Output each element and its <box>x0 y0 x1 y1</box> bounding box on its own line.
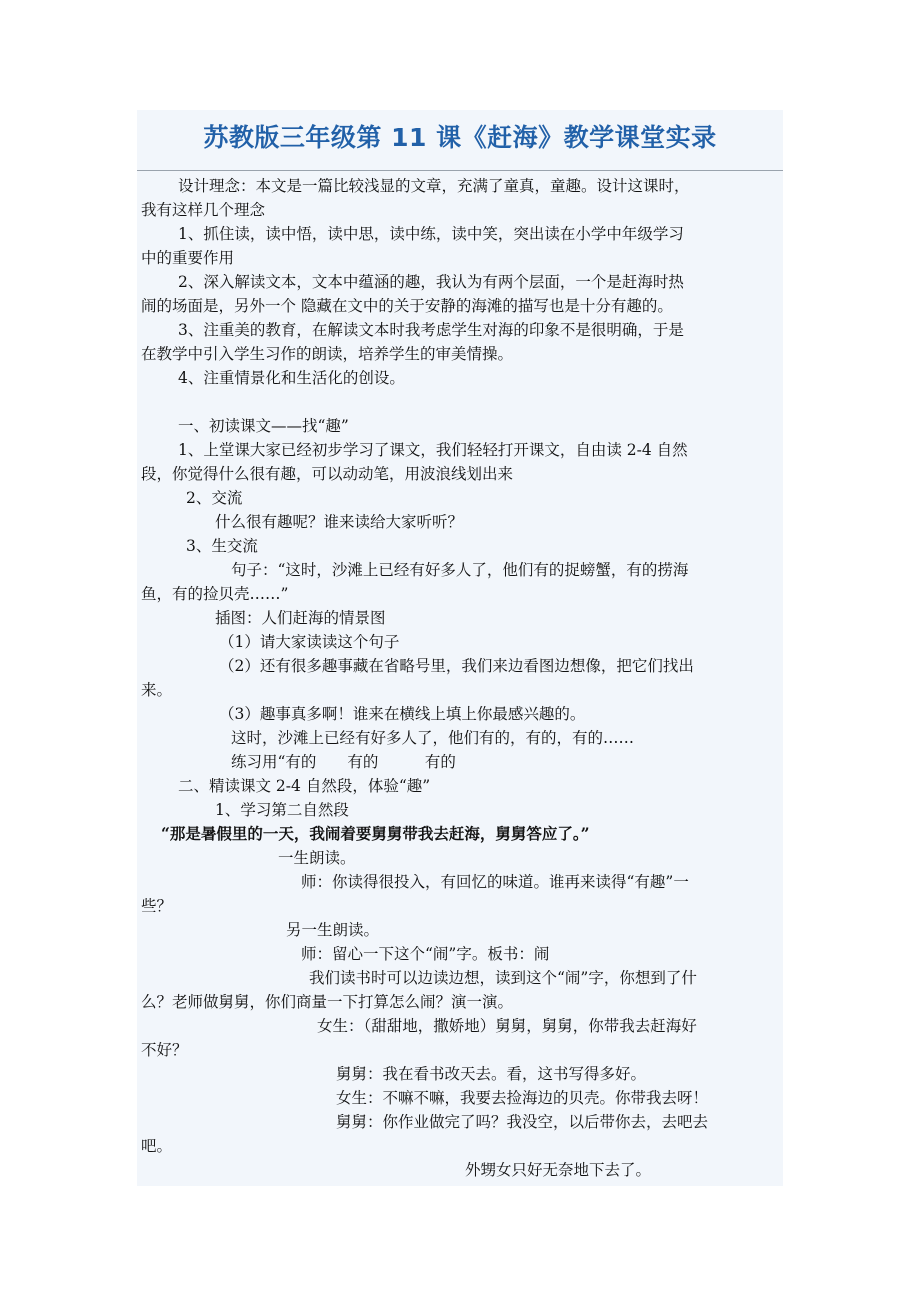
text-line: 师：你读得很投入，有回忆的味道。谁再来读得“有趣”一 <box>301 873 689 891</box>
document-title: 苏教版三年级第 11 课《赶海》教学课堂实录 <box>203 123 717 152</box>
text-line: 3、生交流 <box>186 537 258 555</box>
text-line: 中的重要作用 <box>141 249 235 267</box>
title-band <box>137 110 783 171</box>
text-line: 1、学习第二自然段 <box>215 801 349 819</box>
text-line: 吧。 <box>141 1137 173 1155</box>
text-line: （1）请大家读读这个句子 <box>219 633 400 651</box>
text-line: 段，你觉得什么很有趣，可以动动笔，用波浪线划出来 <box>141 465 514 483</box>
text-line: 另一生朗读。 <box>286 921 380 939</box>
text-line: 师：留心一下这个“闹”字。板书：闹 <box>301 945 550 963</box>
text-line: 练习用“有的 有的 有的 <box>231 753 456 771</box>
text-line: 鱼，有的捡贝壳……” <box>141 585 289 603</box>
text-line: 一生朗读。 <box>278 849 356 867</box>
document-page <box>137 110 783 1186</box>
text-line: 舅舅：我在看书改天去。看，这书写得多好。 <box>336 1065 647 1083</box>
text-line: 1、抓住读，读中悟，读中思，读中练，读中笑，突出读在小学中年级学习 <box>178 225 684 243</box>
text-line: 2、交流 <box>186 489 243 507</box>
text-line: 句子：“这时，沙滩上已经有好多人了，他们有的捉螃蟹，有的捞海 <box>231 561 689 579</box>
text-line: 这时，沙滩上已经有好多人了，他们有的，有的，有的…… <box>231 729 635 747</box>
text-line: 2、深入解读文本，文本中蕴涵的趣，我认为有两个层面，一个是赶海时热 <box>178 273 684 291</box>
quoted-sentence: “那是暑假里的一天，我闹着要舅舅带我去赶海，舅舅答应了。” <box>161 824 590 843</box>
text-line: 来。 <box>141 681 173 699</box>
text-line: 什么很有趣呢？谁来读给大家听听？ <box>215 513 464 531</box>
text-line: 闹的场面是，另外一个 隐藏在文中的关于安静的海滩的描写也是十分有趣的。 <box>141 297 673 315</box>
text-line: 不好？ <box>141 1041 188 1059</box>
text-line: 我们读书时可以边读边想，读到这个“闹”字，你想到了什 <box>309 969 697 987</box>
text-line: 设计理念：本文是一篇比较浅显的文章，充满了童真，童趣。设计这课时， <box>178 177 690 195</box>
text-line: 1、上堂课大家已经初步学习了课文，我们轻轻打开课文，自由读 2-4 自然 <box>178 441 688 459</box>
section-heading: 二、精读课文 2-4 自然段，体验“趣” <box>178 777 431 795</box>
text-line: 在教学中引入学生习作的朗读，培养学生的审美情操。 <box>141 345 514 363</box>
text-line: 些？ <box>141 897 173 915</box>
text-line: 3、注重美的教育，在解读文本时我考虑学生对海的印象不是很明确，于是 <box>178 321 684 339</box>
text-line: （2）还有很多趣事藏在省略号里，我们来边看图边想像，把它们找出 <box>219 657 694 675</box>
text-line: 4、注重情景化和生活化的创设。 <box>178 369 405 387</box>
section-heading: 一、初读课文——找“趣” <box>178 417 349 435</box>
text-line: （3）趣事真多啊！谁来在横线上填上你最感兴趣的。 <box>219 705 586 723</box>
text-line: 女生：不嘛不嘛，我要去捡海边的贝壳。你带我去呀！ <box>336 1089 709 1107</box>
text-line: 外甥女只好无奈地下去了。 <box>465 1161 652 1179</box>
text-line: 舅舅：你作业做完了吗？我没空，以后带你去，去吧去 <box>336 1113 709 1131</box>
text-line: 么？老师做舅舅，你们商量一下打算怎么闹？演一演。 <box>141 993 514 1011</box>
text-line: 插图：人们赶海的情景图 <box>215 609 386 627</box>
text-line: 女生：（甜甜地，撒娇地）舅舅，舅舅，你带我去赶海好 <box>317 1017 697 1035</box>
text-line: 我有这样几个理念 <box>141 201 266 219</box>
